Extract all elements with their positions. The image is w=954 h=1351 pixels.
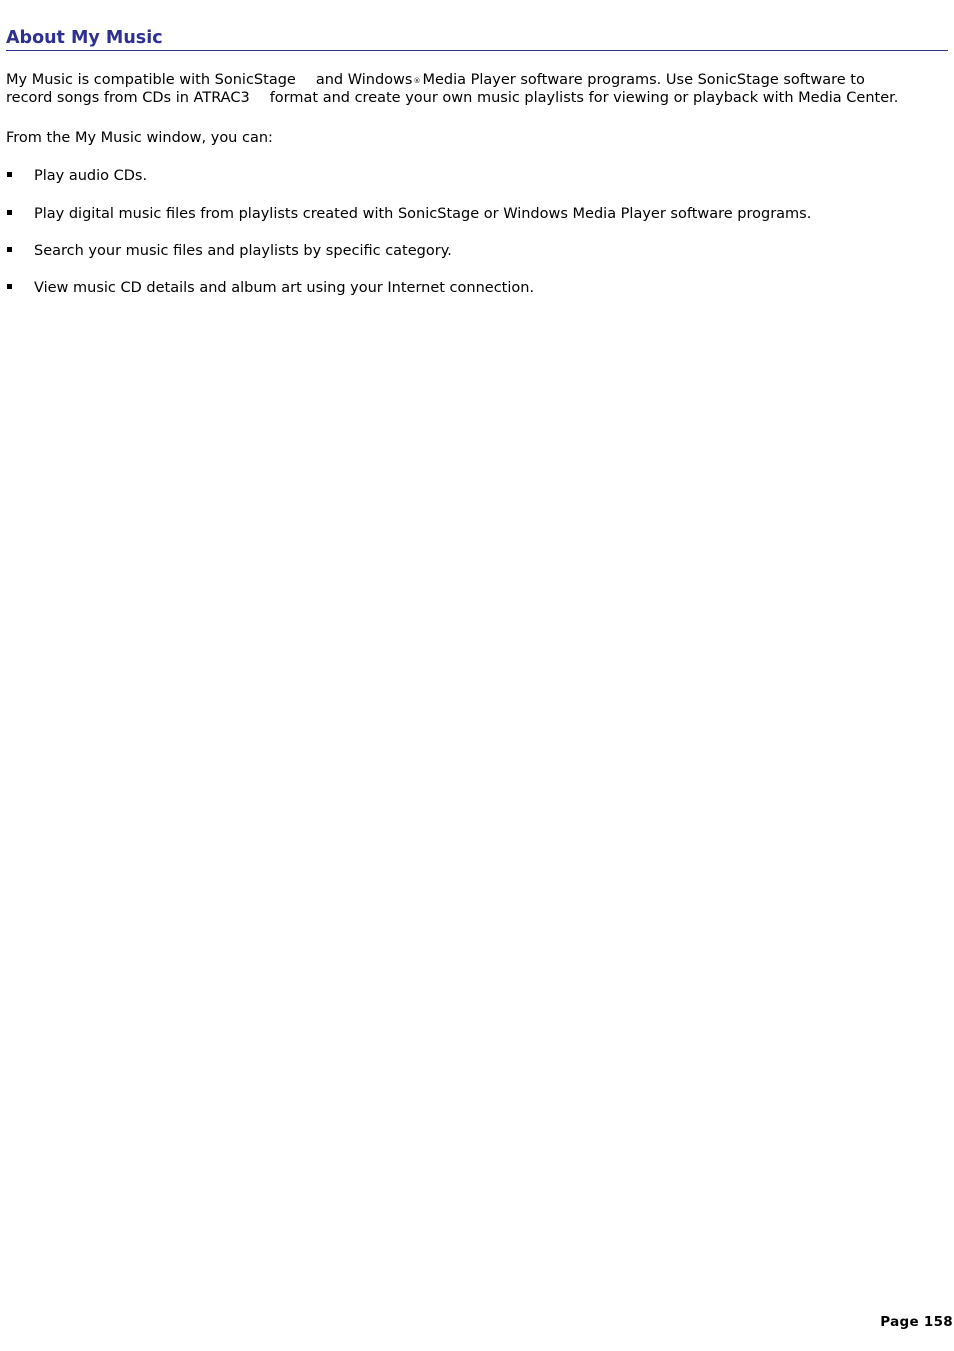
intro-text-3: Media Player software programs. Use SonicStage software to: [422, 72, 865, 88]
list-item: [6, 168, 148, 185]
bullet-icon: [7, 247, 12, 252]
page-title: About My Music: [6, 28, 948, 51]
intro-text-1: My Music is compatible with SonicStage: [6, 72, 296, 88]
bullet-icon: [7, 210, 12, 215]
list-item-text: View music CD details and album art using your Internet connection.: [34, 280, 535, 296]
list-item-text: Play audio CDs.: [34, 168, 148, 184]
intro-text-4: record songs from CDs in ATRAC3: [6, 90, 250, 106]
intro-text-5: format and create your own music playlists for viewing or playback with Media Center.: [269, 90, 899, 106]
list-item: [6, 243, 452, 260]
intro-paragraph: [6, 72, 946, 107]
list-item: [6, 206, 812, 223]
page-number: Page 158: [880, 1314, 953, 1330]
from-text: From the My Music window, you can:: [6, 130, 273, 146]
intro-text-2: and Windows: [315, 72, 413, 88]
list-item-text: Play digital music files from playlists created with SonicStage or Windows Media Player software programs.: [34, 206, 812, 222]
bullet-icon: [7, 284, 12, 289]
list-item-text: Search your music files and playlists by specific category.: [34, 243, 452, 259]
bullet-icon: [7, 172, 12, 177]
registered-mark: ®: [413, 77, 421, 85]
list-item: [6, 280, 535, 297]
